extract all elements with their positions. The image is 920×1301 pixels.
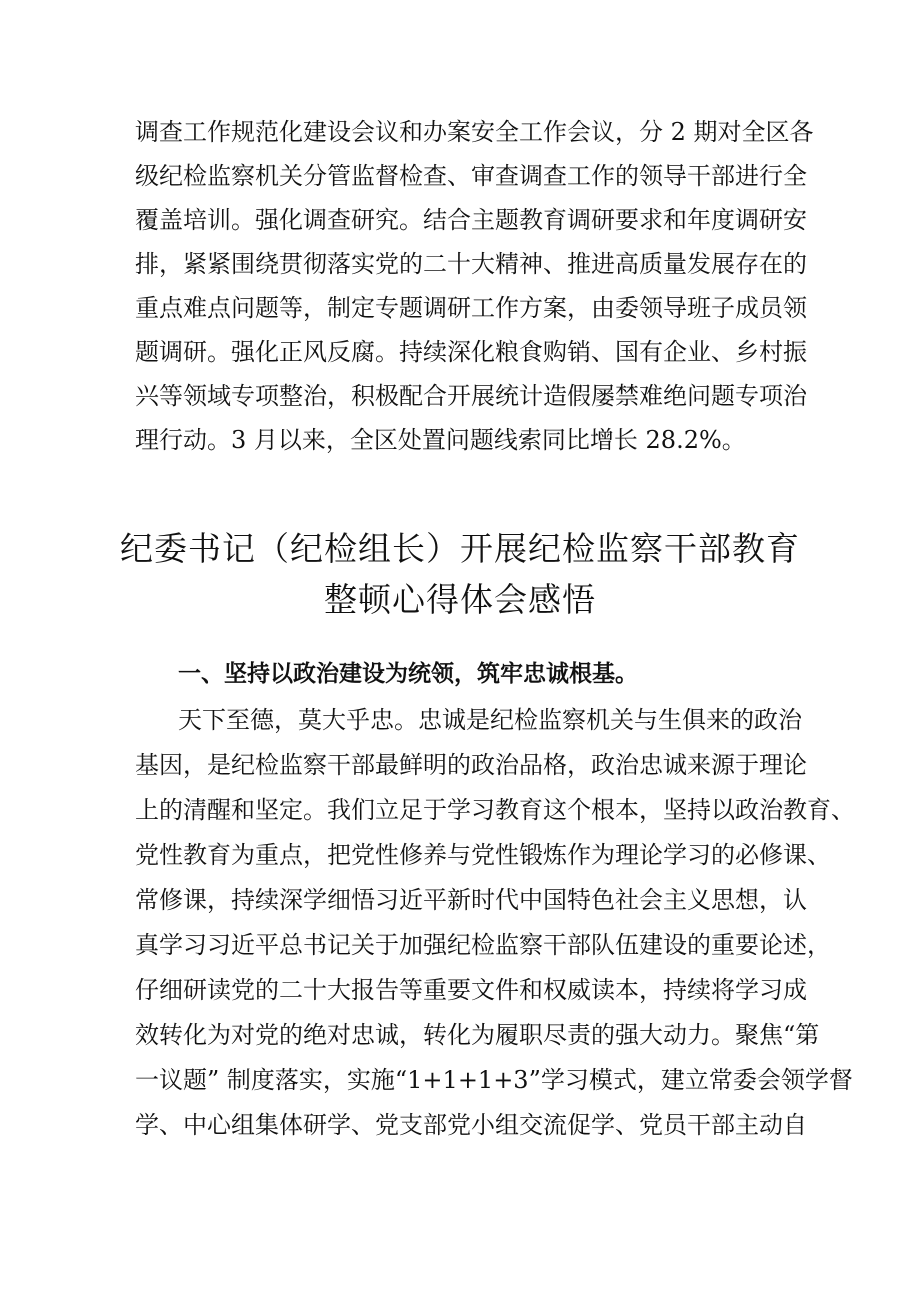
paragraph-line: 覆盖培训。强化调查研究。结合主题教育调研要求和年度调研安 — [135, 206, 807, 234]
paragraph-line: 党性教育为重点，把党性修养与党性锻炼作为理论学习的必修课、 — [135, 841, 831, 869]
paragraph-line: 兴等领域专项整治，积极配合开展统计造假屡禁难绝问题专项治 — [135, 382, 807, 410]
paragraph-line: 效转化为对党的绝对忠诚，转化为履职尽责的强大动力。聚焦“第 — [135, 1021, 820, 1049]
article-title-line-1: 纪委书记（纪检组长）开展纪检监察干部教育 — [120, 529, 800, 568]
paragraph-line: 天下至德，莫大乎忠。忠诚是纪检监察机关与生俱来的政治 — [178, 706, 802, 734]
paragraph-line: 上的清醒和坚定。我们立足于学习教育这个根本，坚持以政治教育、 — [135, 796, 855, 824]
paragraph-line: 理行动。3 月以来，全区处置问题线索同比增长 28.2%。 — [135, 426, 746, 454]
paragraph-line: 基因，是纪检监察干部最鲜明的政治品格，政治忠诚来源于理论 — [135, 751, 807, 779]
paragraph-line: 级纪检监察机关分管监督检查、审查调查工作的领导干部进行全 — [135, 162, 807, 190]
paragraph-line: 一议题” 制度落实，实施“1+1+1+3”学习模式，建立常委会领学督 — [135, 1066, 853, 1094]
paragraph-line: 仔细研读党的二十大报告等重要文件和权威读本，持续将学习成 — [135, 976, 807, 1004]
paragraph-line: 学、中心组集体研学、党支部党小组交流促学、党员干部主动自 — [135, 1111, 807, 1139]
section-heading: 一、坚持以政治建设为统领，筑牢忠诚根基。 — [178, 661, 638, 687]
paragraph-line: 常修课，持续深学细悟习近平新时代中国特色社会主义思想，认 — [135, 886, 807, 914]
paragraph-line: 重点难点问题等，制定专题调研工作方案，由委领导班子成员领 — [135, 294, 807, 322]
paragraph-line: 真学习习近平总书记关于加强纪检监察干部队伍建设的重要论述， — [135, 931, 831, 959]
paragraph-line: 题调研。强化正风反腐。持续深化粮食购销、国有企业、乡村振 — [135, 338, 807, 366]
article-title-line-2: 整顿心得体会感悟 — [324, 580, 596, 619]
paragraph-line: 调查工作规范化建设会议和办案安全工作会议，分 2 期对全区各 — [135, 118, 814, 146]
paragraph-line: 排，紧紧围绕贯彻落实党的二十大精神、推进高质量发展存在的 — [135, 250, 807, 278]
